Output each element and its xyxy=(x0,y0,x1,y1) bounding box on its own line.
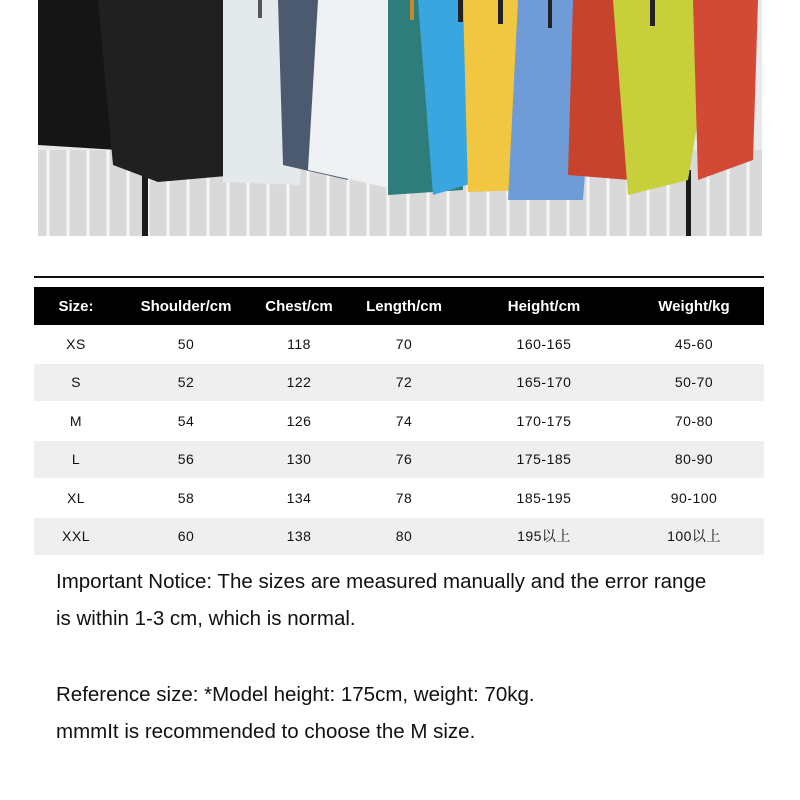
important-notice xyxy=(56,563,776,637)
table-header-row xyxy=(34,287,764,325)
cell-chest: 122 xyxy=(254,363,344,402)
header-chest: Chest/cm xyxy=(254,287,344,325)
cell-shoulder: 54 xyxy=(118,402,254,441)
cell-height: 185-195 xyxy=(464,479,624,518)
table-row xyxy=(34,517,764,556)
table-row xyxy=(34,440,764,479)
cell-height: 175-185 xyxy=(464,440,624,479)
cell-weight: 100以上 xyxy=(624,517,764,556)
cell-length: 76 xyxy=(344,440,464,479)
cell-weight: 50-70 xyxy=(624,363,764,402)
cell-weight: 80-90 xyxy=(624,440,764,479)
recommendation-line: mmmIt is recommended to choose the M size. xyxy=(56,720,476,743)
cell-length: 72 xyxy=(344,363,464,402)
cell-shoulder: 58 xyxy=(118,479,254,518)
reference-line: Reference size: *Model height: 175cm, weight: 70kg. xyxy=(56,683,535,706)
table-row xyxy=(34,479,764,518)
cell-length: 74 xyxy=(344,402,464,441)
cell-height: 170-175 xyxy=(464,402,624,441)
cell-size: XS xyxy=(34,325,118,363)
cell-chest: 134 xyxy=(254,479,344,518)
cell-chest: 130 xyxy=(254,440,344,479)
cell-height: 195以上 xyxy=(464,517,624,556)
cell-size: M xyxy=(34,402,118,441)
cell-chest: 118 xyxy=(254,325,344,363)
cell-weight: 90-100 xyxy=(624,479,764,518)
cell-length: 80 xyxy=(344,517,464,556)
cell-shoulder: 50 xyxy=(118,325,254,363)
notice-line: is within 1-3 cm, which is normal. xyxy=(56,607,356,630)
header-shoulder: Shoulder/cm xyxy=(118,287,254,325)
notice-line: Important Notice: The sizes are measured manually and the error range xyxy=(56,570,707,593)
cell-weight: 70-80 xyxy=(624,402,764,441)
cell-height: 165-170 xyxy=(464,363,624,402)
header-size: Size: xyxy=(34,287,118,325)
cell-length: 70 xyxy=(344,325,464,363)
section-divider xyxy=(34,276,764,278)
cell-size: L xyxy=(34,440,118,479)
cell-weight: 45-60 xyxy=(624,325,764,363)
jackets-photo xyxy=(38,0,762,236)
reference-size-note xyxy=(56,676,776,750)
header-height: Height/cm xyxy=(464,287,624,325)
table-row xyxy=(34,363,764,402)
header-weight: Weight/kg xyxy=(624,287,764,325)
cell-chest: 126 xyxy=(254,402,344,441)
table-row xyxy=(34,325,764,363)
cell-size: S xyxy=(34,363,118,402)
cell-length: 78 xyxy=(344,479,464,518)
cell-size: XXL xyxy=(34,517,118,556)
cell-chest: 138 xyxy=(254,517,344,556)
cell-shoulder: 60 xyxy=(118,517,254,556)
size-chart-table xyxy=(34,287,764,556)
cell-shoulder: 52 xyxy=(118,363,254,402)
header-length: Length/cm xyxy=(344,287,464,325)
cell-height: 160-165 xyxy=(464,325,624,363)
cell-size: XL xyxy=(34,479,118,518)
cell-shoulder: 56 xyxy=(118,440,254,479)
table-row xyxy=(34,402,764,441)
